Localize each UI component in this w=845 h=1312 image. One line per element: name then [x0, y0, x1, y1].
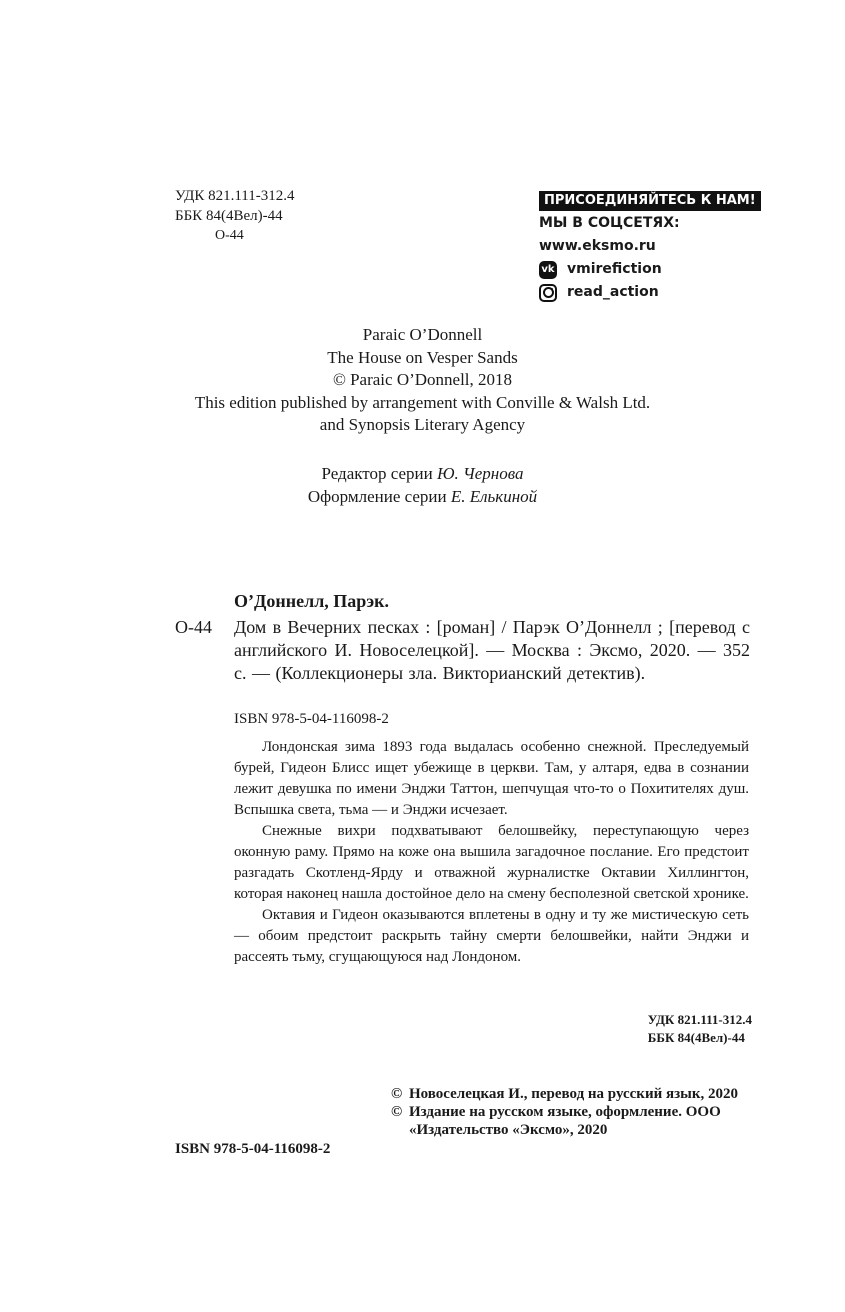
copyright-symbol: © — [391, 1104, 403, 1120]
copyright-block — [391, 1085, 761, 1139]
instagram-handle: read_action — [567, 284, 659, 300]
bibliographic-record — [175, 590, 750, 685]
original-title: The House on Vesper Sands — [327, 347, 518, 367]
annotation-paragraph: Лондонская зима 1893 года выдалась особенно снежной. Преследуемый бурей, Гидеон Блисс ищет убежище в церкви. Там, у алтаря, едва в сознании лежит девушка по имени Энджи Таттон, шепчущая что-то о Похитителях душ. Вспышка света, тьма — и Энджи исчезает. — [234, 739, 749, 818]
series-design-name: Е. Елькиной — [450, 487, 538, 506]
biblio-sign: О-44 — [175, 617, 212, 637]
udk-code: УДК 821.111-312.4 — [175, 188, 295, 204]
series-editor-name: Ю. Чернова — [436, 464, 524, 483]
edition-copyright: Издание на русском языке, оформление. ООО «Издательство «Эксмо», 2020 — [409, 1104, 721, 1138]
social-header: МЫ В СОЦСЕТЯХ: — [539, 215, 680, 231]
agency-note: and Synopsis Literary Agency — [319, 415, 526, 434]
annotation-paragraph: Снежные вихри подхватывают белошвейку, переступающую через оконную раму. Прямо на коже она вышила загадочное послание. Его предстоит разгадать Скотленд-Ярду и отважной журналистке Октавии Хиллингтон, которая наконец нашла достойное дело на смену бесполезной светской хронике. — [234, 823, 749, 902]
instagram-link[interactable] — [539, 281, 761, 304]
annotation-paragraph: Октавия и Гидеон оказываются вплетены в одну и ту же мистическую сеть — обоим предстоит раскрыть тайну смерти белошвейки, найти Энджи и рассеять тьму, сгущающуюся над Лондоном. — [234, 907, 749, 965]
instagram-icon — [539, 284, 557, 302]
original-credits — [0, 324, 845, 437]
classification-block — [175, 186, 294, 246]
translation-copyright: Новоселецкая И., перевод на русский язык, 2020 — [409, 1086, 738, 1102]
bbk-code-bold: ББК 84(4Вел)-44 — [647, 1030, 745, 1045]
series-design: Оформление серии Е. Елькиной — [307, 487, 538, 506]
vk-handle: vmirefiction — [567, 261, 662, 277]
isbn-footer: ISBN 978-5-04-116098-2 — [175, 1141, 331, 1157]
bbk-code: ББК 84(4Вел)-44 — [175, 208, 283, 224]
join-banner: ПРИСОЕДИНЯЙТЕСЬ К НАМ! — [539, 191, 761, 211]
author-sign: О-44 — [215, 228, 244, 243]
classification-codes — [648, 1011, 752, 1047]
biblio-description: Дом в Вечерних песках : [роман] / Парэк О’Доннелл ; [перевод с английского И. Новоселецкой]. — Москва : Эксмо, 2020. — 352 с. — (Коллекционеры зла. Викторианский детектив). — [234, 617, 750, 683]
copyright-symbol: © — [391, 1086, 403, 1102]
udk-code-bold: УДК 821.111-312.4 — [647, 1012, 752, 1027]
series-editor: Редактор серии Ю. Чернова — [321, 464, 524, 483]
vk-icon: vk — [539, 261, 557, 279]
edition-note: This edition published by arrangement with Conville & Walsh Ltd. — [194, 392, 651, 412]
vk-link[interactable] — [539, 258, 761, 281]
original-copyright: © Paraic O’Donnell, 2018 — [332, 370, 513, 389]
site-link[interactable]: www.eksmo.ru — [539, 238, 656, 254]
original-author: Paraic O’Donnell — [362, 325, 483, 344]
isbn-line: ISBN 978-5-04-116098-2 — [234, 711, 389, 727]
series-credits — [0, 462, 845, 508]
social-block — [539, 189, 761, 304]
biblio-author: О’Доннелл, Парэк. — [234, 591, 389, 611]
annotation — [234, 737, 749, 968]
